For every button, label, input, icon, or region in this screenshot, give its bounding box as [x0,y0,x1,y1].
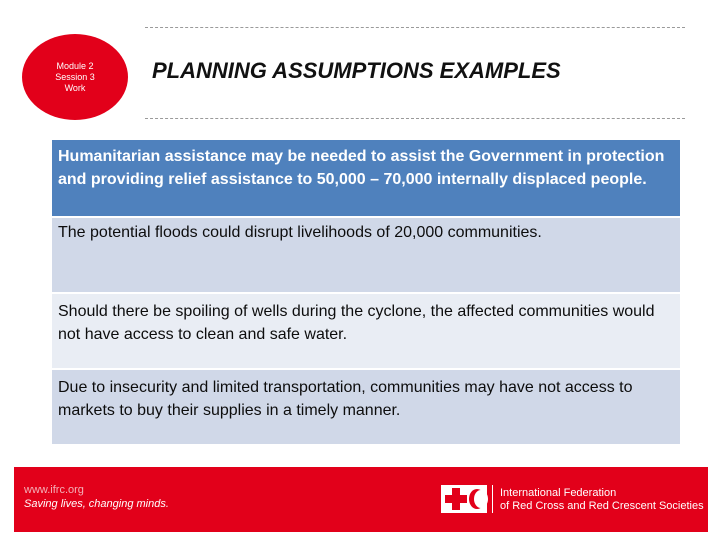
logo-divider [492,485,493,513]
federation-line-1: International Federation [500,487,617,499]
federation-line-2: of Red Cross and Red Crescent Societies [500,500,704,512]
red-crescent-icon [469,489,485,509]
module-label: Module 2 [56,60,94,71]
page-title: PLANNING ASSUMPTIONS EXAMPLES [152,58,561,83]
footer-url-link[interactable]: www.ifrc.org [24,484,84,496]
red-cross-icon [445,488,467,510]
federation-name [500,487,704,513]
assumption-row: Should there be spoiling of wells during the cyclone, the affected communities would not have access to clean and safe water. [52,294,680,370]
title-divider [145,118,685,119]
session-label: Session 3 [55,71,95,82]
module-badge [22,34,128,120]
assumption-row: The potential floods could disrupt livelihoods of 20,000 communities. [52,218,680,294]
assumption-row-header: Humanitarian assistance may be needed to assist the Government in protection and providing relief assistance to 50,000 – 70,000 internally displaced people. [52,140,680,218]
assumptions-table [52,140,680,446]
red-cross-crescent-logo [441,485,487,513]
assumption-row: Due to insecurity and limited transportation, communities may have not access to markets to buy their supplies in a timely manner. [52,370,680,446]
footer-bar [14,467,708,532]
top-divider [145,27,685,28]
work-label: Work [64,82,86,93]
footer-tagline: Saving lives, changing minds. [24,498,169,510]
